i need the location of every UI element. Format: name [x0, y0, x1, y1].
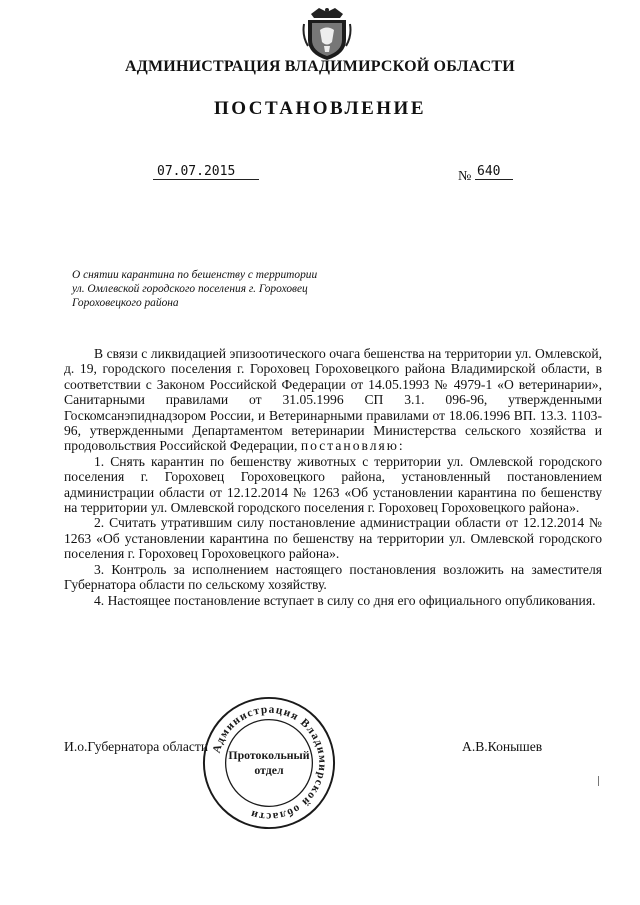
document-type-heading: ПОСТАНОВЛЕНИЕ [213, 98, 427, 119]
decree-word: постановляю: [300, 438, 405, 454]
decree-item: 2. Считать утратившим силу постановление администрации области от 12.12.2014 № 1263 «Об установлении карантина по бешенству на территории ул. Омлевской городского поселения г. Гороховец Гороховецкого района». [64, 515, 602, 562]
document-number: 640 [475, 164, 513, 180]
subject-line: О снятии карантина по бешенству с территории [72, 269, 318, 281]
signatory-name: А.В.Конышев [462, 739, 543, 754]
margin-mark [598, 776, 599, 786]
stamp-center-line2: отдел [254, 762, 284, 777]
document-body [64, 346, 602, 608]
organization-title: АДМИНИСТРАЦИЯ ВЛАДИМИРСКОЙ ОБЛАСТИ [125, 58, 515, 75]
document-subject [72, 268, 372, 310]
coat-of-arms-emblem [302, 6, 352, 62]
number-label: № [458, 169, 472, 184]
stamp-ring-text: Администрация Владимирской области [210, 703, 329, 823]
decree-item: 1. Снять карантин по бешенству животных с территории ул. Омлевской городского поселения г. Гороховец Гороховецкого района, установленный постановлением администрации области от 12.12.2014 № 1263 «Об установлении карантина по бешенству на территории ул. Омлевской городского поселения г. Гороховец Гороховецкого района». [64, 453, 602, 516]
subject-line: ул. Омлевской городского поселения г. Гороховец [72, 283, 308, 295]
signatory-position: И.о.Губернатора области [64, 739, 209, 754]
stamp-center-line1: Протокольный [228, 748, 310, 763]
subject-line: Гороховецкого района [72, 297, 179, 309]
preamble-paragraph [64, 346, 602, 454]
preamble-text: В связи с ликвидацией эпизоотического очага бешенства на территории ул. Омлевской, д. 19, городского поселения г. Гороховец Гороховецкого района Владимирской области, в соответствии с Законом Российской Федерации от 14.05.1993 № 4979-1 «О ветеринарии», Санитарными правилами от 31.05.1996 СП 3.1. 096-96, утвержденными Госкомсанэпиднадзором России, и Ветеринарными правилами от 18.06.1996 ВП. 13.3. 1103-96, утвержденными Департаментом ветеринарии Министерства сельского хозяйства и продовольствия Российской Федерации, [64, 346, 602, 454]
document-date: 07.07.2015 [153, 164, 259, 180]
official-stamp [200, 694, 338, 832]
decree-item: 3. Контроль за исполнением настоящего постановления возложить на заместителя Губернатора области по сельскому хозяйству. [64, 561, 602, 593]
decree-item: 4. Настоящее постановление вступает в силу со дня его официального опубликования. [94, 592, 596, 608]
